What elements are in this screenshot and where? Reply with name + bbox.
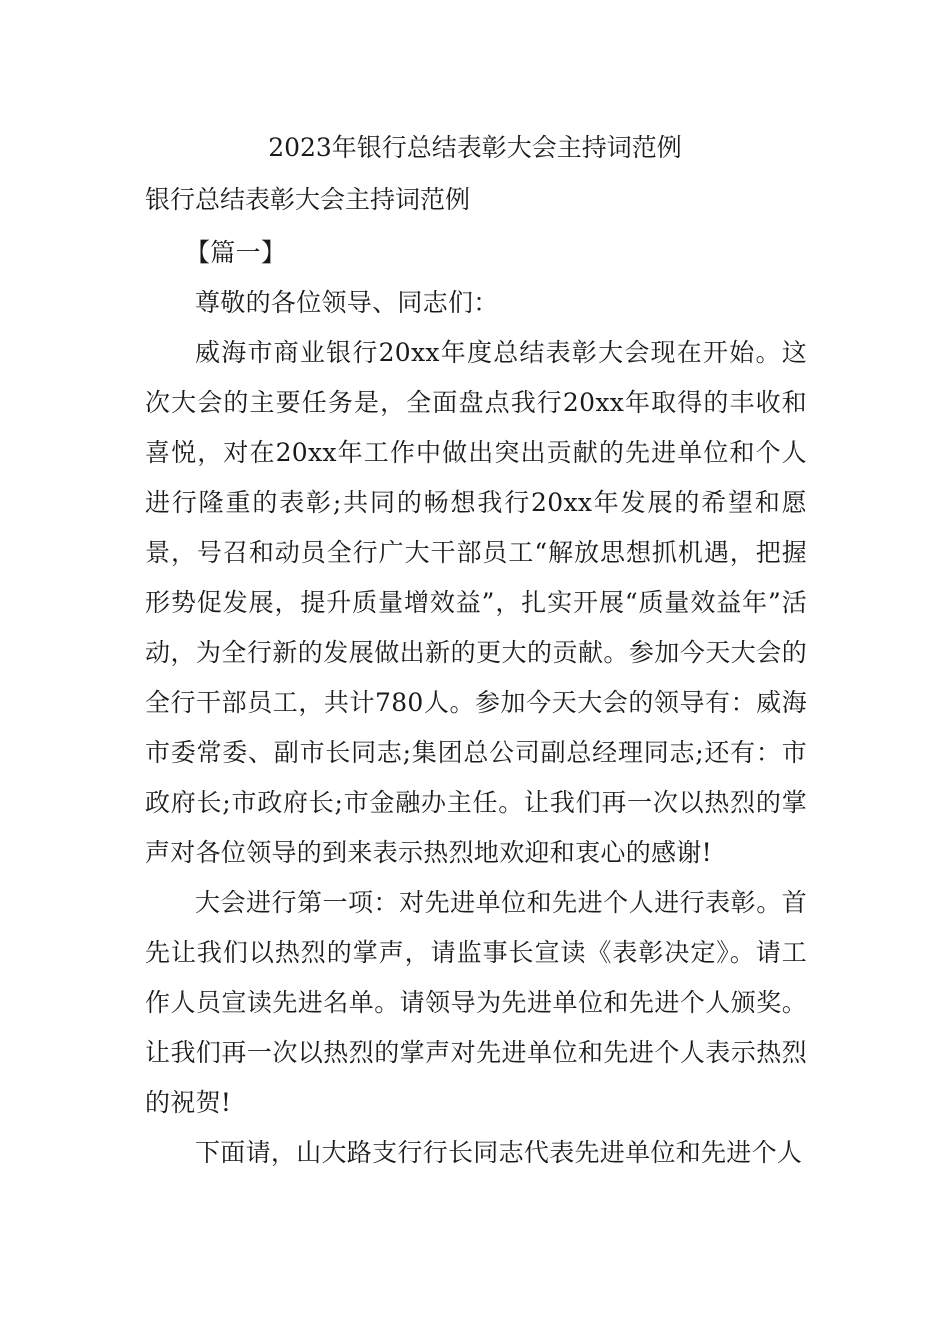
opening-paragraph: 威海市商业银行20xx年度总结表彰大会现在开始。这次大会的主要任务是，全面盘点我行20xx年取得的丰收和喜悦，对在20xx年工作中做出突出贡献的先进单位和个人进行隆重的表彰;共同的畅想我行20xx年发展的希望和愿景，号召和动员全行广大干部员工“解放思想抓机遇，把握形势促发展，提升质量增效益”，扎实开展“质量效益年”活动，为全行新的发展做出新的更大的贡献。参加今天大会的全行干部员工，共计780人。参加今天大会的领导有：威海市委常委、副市长同志;集团总公司副总经理同志;还有：市政府长;市政府长;市金融办主任。让我们再一次以热烈的掌声对各位领导的到来表示热烈地欢迎和衷心的感谢! <box>145 338 807 867</box>
agenda-item-one-paragraph: 大会进行第一项：对先进单位和先进个人进行表彰。首先让我们以热烈的掌声，请监事长宣读《表彰决定》。请工作人员宣读先进名单。请领导为先进单位和先进个人颁奖。让我们再一次以热烈的掌声对先进单位和先进个人表示热烈的祝贺! <box>145 888 807 1117</box>
section-label: 【篇一】 <box>185 238 287 267</box>
document-subtitle: 银行总结表彰大会主持词范例 <box>145 185 471 214</box>
document-title: 2023年银行总结表彰大会主持词范例 <box>268 133 682 162</box>
representative-speech-paragraph: 下面请，山大路支行行长同志代表先进单位和先进个人 <box>195 1138 803 1167</box>
salutation-paragraph: 尊敬的各位领导、同志们： <box>195 288 499 317</box>
document-body <box>145 228 807 1178</box>
